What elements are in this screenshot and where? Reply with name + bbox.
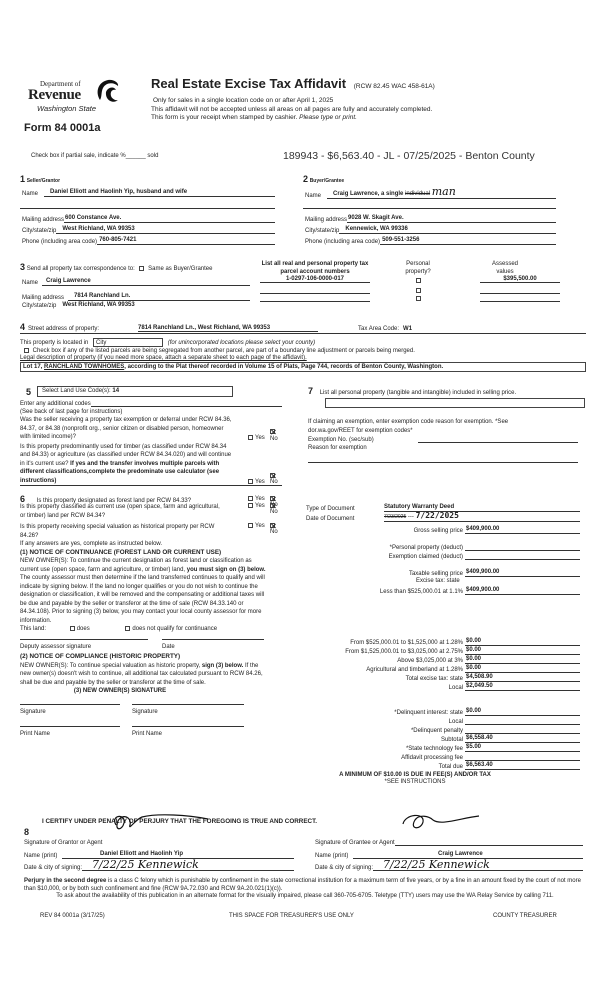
grantee-date-row: Date & city of signing: 7/22/25 Kennewick xyxy=(315,860,583,871)
tax-row-excise-label: Excise tax: state xyxy=(416,578,460,584)
deputy-signature-line[interactable] xyxy=(20,639,148,640)
seller-city-row: City/state/zip West Richland, WA 99353 xyxy=(22,225,275,234)
partial-sale-check[interactable]: Check box if partial sale, indicate %______ sold xyxy=(31,153,159,159)
minimum-due-note: A MINIMUM OF $10.00 IS DUE IN FEE(S) AND/OR TAX xyxy=(339,772,491,778)
correspondence-city-row: City/state/zip West Richland, WA 99353 xyxy=(22,301,250,309)
buyer-mailing-row: Mailing address 9028 W. Skagit Ave. xyxy=(305,214,556,223)
grantee-signature[interactable] xyxy=(395,820,583,846)
subtitle-line1: Only for sales in a single location code on or after April 1, 2025 xyxy=(153,97,334,104)
forest-q1-no[interactable]: No xyxy=(270,496,282,508)
correspondence-mailing-field[interactable]: 7814 Ranchland Ln. xyxy=(68,292,250,301)
correspondence-mailing-row: Mailing address 7814 Ranchland Ln. xyxy=(22,292,250,301)
street-address-row: 4 Street address of property: 7814 Ranchland Ln., West Richland, WA 99353 Tax Area Code: W1 xyxy=(20,322,586,334)
parcel-number-field[interactable] xyxy=(260,286,370,294)
land-use-instructions: (See back of last page for instructions) xyxy=(20,409,123,415)
buyer-section xyxy=(303,174,556,245)
certify-statement: I CERTIFY UNDER PENALTY OF PERJURY THAT THE FOREGOING IS TRUE AND CORRECT. xyxy=(42,818,317,825)
correspondence-heading: 3 Send all property tax correspondence to: Same as Buyer/Grantee xyxy=(20,262,213,272)
tax-row-tier1: Less than $525,000.01 at 1.1% $409,900.00 xyxy=(300,586,580,595)
buyer-phone-row: Phone (including area code) 509-551-3256 xyxy=(305,236,556,245)
grantee-date-field[interactable]: 7/22/25 Kennewick xyxy=(373,860,583,871)
personal-property-section xyxy=(308,386,586,463)
grantee-signature-scribble xyxy=(401,812,481,834)
logo-revenue-text: Revenue xyxy=(28,87,81,103)
grantor-signature-scribble xyxy=(108,813,208,835)
forest-q3-no[interactable]: No xyxy=(270,523,282,535)
street-address-field[interactable]: 7814 Ranchland Ln., West Richland, WA 99353 xyxy=(138,325,318,332)
assessed-header: Assessed values xyxy=(491,261,518,275)
grantee-signature-row: Signature of Grantee or Agent xyxy=(315,836,583,846)
buyer-name-row: Name Craig Lawrence, a single individual man xyxy=(305,188,556,199)
alternate-format-notice: To ask about the availability of this publication in an alternate format for the visually impaired, please call 360-705-6705. Teletype (TTY) users may use the WA Relay Service by calling 711. xyxy=(56,893,554,899)
grantee-signature-block xyxy=(315,836,583,871)
tax-row-tier4: Above $3,025,000 at 3% $0.00 xyxy=(300,655,580,664)
seller-name-row: Name Daniel Elliott and Haolinh Yip, husband and wife xyxy=(22,188,275,197)
owner-print-name-line-1[interactable] xyxy=(20,726,120,727)
deputy-date-line[interactable] xyxy=(162,639,264,640)
tax-row-exemption: Exemption claimed (deduct) xyxy=(300,551,580,560)
seller-phone-field[interactable]: 760-805-7421 xyxy=(97,236,275,245)
tax-row-total-due: Total due $6,563.40 xyxy=(300,761,580,770)
grantor-signature[interactable] xyxy=(102,821,294,846)
document-info xyxy=(306,503,580,522)
seller-name-field[interactable]: Daniel Elliott and Haolinh Yip, husband and wife xyxy=(44,188,275,197)
personal-property-checkbox[interactable] xyxy=(416,288,421,293)
does-not-option[interactable]: does not qualify for continuance xyxy=(125,626,217,632)
buyer-heading: 2 Buyer/Grantee xyxy=(303,174,345,184)
tax-row-personal: *Personal property (deduct) xyxy=(300,542,580,551)
doc-date-row: Date of Document 7/23/2025 --- 7/22/2025 xyxy=(306,512,580,522)
notice-continuance-text: NEW OWNER(S): To continue the current designation as forest land or classification as current use (open space, farm and agriculture, or timber) land, you must sign on (3) below. The county assessor must then determine if the land transferred continues to qualify and will indicate by signing below. If the land no longer qualifies or you do not wish to continue the designation or classification, it will be removed and the compensating or additional taxes will be due and payable by the seller or transferor at the time of sale (RCW 84.33.140 or 84.34.108). Prior to signing (3) below, you may contact your local county assessor for more information. xyxy=(20,558,266,624)
owner-signature-line-2[interactable] xyxy=(132,704,244,705)
tax-calculation xyxy=(300,524,580,785)
personal-property-field[interactable] xyxy=(325,398,585,408)
buyer-phone-field[interactable]: 509-551-3256 xyxy=(380,236,556,245)
reason-field[interactable] xyxy=(308,451,578,463)
does-option[interactable]: does xyxy=(70,626,90,632)
forest-q1: 6 Is this property designated as forest land per RCW 84.33? Yes No xyxy=(20,494,282,503)
owner-signature-rows: Signature Signature Print Name Print Name xyxy=(20,696,282,742)
parcel-row-1 xyxy=(260,276,560,286)
correspondence-city-field[interactable]: West Richland, WA 99353 xyxy=(62,302,135,308)
q1-no-option[interactable]: No xyxy=(270,429,282,441)
seller-mailing-row: Mailing address 600 Constance Ave. xyxy=(22,214,275,223)
land-use-select-row: 5 Select Land Use Code(s): 14 xyxy=(20,386,282,397)
forest-note: If any answers are yes, complete as instructed below. xyxy=(20,541,163,547)
property-section xyxy=(20,322,586,372)
see-instructions-note: *SEE INSTRUCTIONS xyxy=(384,779,446,785)
buyer-city-row: City/state/zip Kennewick, WA 99336 xyxy=(305,225,556,234)
q1-yes-option[interactable]: Yes xyxy=(248,435,265,441)
buyer-mailing-field[interactable]: 9028 W. Skagit Ave. xyxy=(347,214,556,223)
this-land-row: This land: does does not qualify for continuance xyxy=(20,626,218,633)
cashier-stamp: 189943 - $6,563.40 - JL - 07/25/2025 - Benton County xyxy=(283,150,535,162)
owner-print-name-line-2[interactable] xyxy=(132,726,244,727)
tax-row-delinquent-local: Local xyxy=(300,716,580,725)
exemption-intro: If claiming an exemption, enter exemption code reason for exemption. *See dor.wa.gov/REET for exemption codes* xyxy=(308,419,509,434)
form-number: Form 84 0001a xyxy=(24,122,101,134)
personal-property-header: Personal property? xyxy=(405,261,431,275)
logo-dept-text: Department of xyxy=(40,80,81,88)
forest-q2-no[interactable]: No xyxy=(270,503,282,515)
form-title: Real Estate Excise Tax Affidavit xyxy=(151,76,347,91)
grantor-date-field[interactable]: 7/22/25 Kennewick xyxy=(82,860,294,871)
grantor-date-row: Date & city of signing: 7/22/25 Kennewick xyxy=(24,860,294,871)
seller-name-line2[interactable] xyxy=(20,197,275,209)
segregated-row: Check box if any of the listed parcels are being segregated from another parcel, are part of a boundary line adjustment or parcels being merged. xyxy=(24,348,586,354)
location-select[interactable]: City xyxy=(93,338,163,347)
tax-row-tier3: From $1,525,000.01 to $3,025,000 at 2.75% $0.00 xyxy=(300,646,580,655)
seller-section xyxy=(20,174,275,245)
tax-area-code[interactable]: W1 xyxy=(403,326,413,332)
forest-section xyxy=(20,494,282,742)
tax-row-local: Local $2,049.50 xyxy=(300,682,580,691)
same-as-buyer-checkbox[interactable] xyxy=(139,266,144,271)
forest-q1-yes[interactable]: Yes xyxy=(248,496,265,502)
owner-signature-line-1[interactable] xyxy=(20,704,120,705)
doc-type-row: Type of Document Statutory Warranty Deed xyxy=(306,503,580,512)
seller-heading: 1 Seller/Grantor xyxy=(20,174,61,184)
correspondence-name-row: Name Craig Lawrence xyxy=(22,277,250,286)
notice-compliance-text: NEW OWNER(S): To continue special valuation as historic property, sign (3) below. If the new owner(s) doesn't wish to continue, all additional tax calculated pursuant to RCW 84.26, shall be due and payable by the seller or transferor at the time of sale. xyxy=(20,662,263,686)
form-title-block xyxy=(151,76,435,91)
personal-property-checkbox[interactable] xyxy=(416,296,421,301)
exemption-no-field[interactable] xyxy=(418,435,578,443)
section7-heading: 7 List all personal property (tangible and intangible) included in selling price. xyxy=(308,386,517,396)
tax-row-gross: Gross selling price $409,900.00 xyxy=(300,524,580,534)
tax-row-subtotal: Subtotal $6,558.40 xyxy=(300,734,580,743)
doc-date-field[interactable]: 7/23/2025 --- 7/22/2025 xyxy=(384,512,580,522)
assessed-value-field[interactable]: $395,500.00 xyxy=(480,276,560,283)
tax-row-tier2: From $525,000.01 to $1,525,000 at 1.28% $0.00 xyxy=(300,637,580,646)
doc-type-field[interactable]: Statutory Warranty Deed xyxy=(384,503,580,512)
parcel-number-field[interactable]: 1-0297-106-0000-017 xyxy=(260,276,370,283)
land-use-section xyxy=(20,386,282,486)
location-row: This property is located in City (for unincorporated locations please select your county) xyxy=(20,340,316,347)
tax-row-ag: Agricultural and timberland at 1.28% $0.00 xyxy=(300,664,580,673)
parcel-number-field[interactable] xyxy=(260,294,370,302)
tax-row-tech-fee: *State technology fee $5.00 xyxy=(300,743,580,752)
subtitle-line2: This affidavit will not be accepted unless all areas on all pages are fully and accurately completed. xyxy=(151,105,433,113)
forest-q2-yes[interactable]: Yes xyxy=(248,503,265,509)
notice-continuance-title: (1) NOTICE OF CONTINUANCE (FOREST LAND OR CURRENT USE) xyxy=(20,548,222,556)
parcel-header: List all real and personal property tax parcel account numbers xyxy=(261,261,369,275)
legal-description-field[interactable]: Lot 17, RANCHLAND TOWNHOMES, according to the Plat thereof recorded in Volume 15 of Plats, Page 744, records of Benton County, Washington. xyxy=(20,362,586,372)
land-use-select[interactable]: Select Land Use Code(s): 14 xyxy=(37,386,233,397)
dor-logo xyxy=(22,78,132,118)
notice-compliance-title: (2) NOTICE OF COMPLIANCE (HISTORIC PROPERTY) xyxy=(20,653,181,661)
timber-question: Is this property predominantly used for timber (as classified under RCW 84.34 and 84.33) or agriculture (as classified under RCW 84.34.020) and will continue in it's current use? If yes and the transfer involves multiple parcels with different classifications,complete the predominate use calculator (see instructions) Yes No xyxy=(20,443,282,487)
tax-row-processing-fee: Affidavit processing fee xyxy=(300,752,580,761)
grantor-name-field[interactable]: Daniel Elliott and Haolinh Yip xyxy=(62,850,294,859)
reason-label: Reason for exemption xyxy=(308,445,367,451)
grantee-name-field[interactable]: Craig Lawrence xyxy=(353,850,583,859)
seller-phone-row: Phone (including area code) 760-805-7421 xyxy=(22,236,275,245)
grantor-signature-row: Signature of Grantor or Agent xyxy=(24,836,294,846)
forest-q3-yes[interactable]: Yes xyxy=(248,523,265,529)
assessed-value-field[interactable] xyxy=(480,294,560,302)
forest-q3: Is this property receiving special valuation as historical property per RCW 84.26? Yes No xyxy=(20,523,282,540)
q2-yes-option[interactable]: Yes xyxy=(248,479,265,485)
grantor-signature-block xyxy=(24,836,294,871)
handwritten-text: man xyxy=(431,185,456,198)
tax-row-penalty: *Delinquent penalty xyxy=(300,725,580,734)
additional-codes-row: Enter any additional codes xyxy=(20,399,282,407)
correspondence-name-field[interactable]: Craig Lawrence xyxy=(42,277,250,286)
forest-q2: Is this property classified as current use (open space, farm and agricultural, or timber) land per RCW 84.34? Yes No xyxy=(20,503,282,520)
struck-text: individual xyxy=(405,191,431,197)
parcel-row-3 xyxy=(260,294,560,304)
exemption-no-row: Exemption No. (sec/sub) xyxy=(308,435,586,443)
correspondence-section xyxy=(20,262,250,309)
additional-codes-field[interactable] xyxy=(91,399,282,407)
form-subtitle xyxy=(151,97,432,123)
seller-city-field[interactable]: West Richland, WA 99353 xyxy=(56,225,275,234)
exemption-question: Was the seller receiving a property tax exemption or deferral under RCW 84.36, 84.37, or 84.38 (nonprofit org., senior citizen or disabled person, homeowner with limited income)? Yes No xyxy=(20,416,282,442)
new-owner-signature-title: (3) NEW OWNER(S) SIGNATURE xyxy=(73,688,167,695)
form-title-ref: (RCW 82.45 WAC 458-61A) xyxy=(353,83,435,90)
section8-number: 8 xyxy=(24,827,30,837)
legal-description-label: Legal description of property (if you need more space, attach a separate sheet to each page of the affidavit). xyxy=(20,355,307,362)
segregated-checkbox[interactable] xyxy=(24,348,29,353)
county-treasurer: COUNTY TREASURER xyxy=(493,913,557,919)
tax-row-taxable: Taxable selling price $409,900.00 xyxy=(300,568,580,577)
dor-swirl-icon xyxy=(94,78,120,104)
buyer-name-line2[interactable] xyxy=(303,199,556,209)
treasurer-space: THIS SPACE FOR TREASURER'S USE ONLY xyxy=(229,913,354,919)
q2-no-option[interactable]: No xyxy=(270,473,282,485)
logo-state-text: Washington State xyxy=(37,104,97,113)
tax-row-delinquent-state: *Delinquent interest: state $0.00 xyxy=(300,707,580,716)
grantee-name-row: Name (print) Craig Lawrence xyxy=(315,850,583,859)
buyer-city-field[interactable]: Kennewick, WA 99336 xyxy=(339,225,556,234)
assessed-value-field[interactable] xyxy=(480,286,560,294)
deputy-row: Deputy assessor signature Date xyxy=(20,635,282,653)
subtitle-line3: This form is your receipt when stamped by cashier. Please type or print. xyxy=(151,114,357,121)
seller-mailing-field[interactable]: 600 Constance Ave. xyxy=(64,214,275,223)
personal-property-checkbox[interactable] xyxy=(416,278,421,283)
form-revision: REV 84 0001a (3/17/25) xyxy=(40,913,105,919)
buyer-name-field[interactable]: Craig Lawrence, a single individual man xyxy=(327,188,556,199)
grantor-name-row: Name (print) Daniel Elliott and Haolinh Yip xyxy=(24,850,294,859)
perjury-notice: Perjury in the second degree is a class C felony which is punishable by confinement in the state correctional institution for a maximum term of five years, or by a fine in an amount fixed by the court of not more than $10,000, or by both such confinement and fine (RCW 9A.72.030 and RCW 9A.20.021(1)(c)). xyxy=(24,878,581,892)
tax-row-total-state: Total excise tax: state $4,508.90 xyxy=(300,673,580,682)
